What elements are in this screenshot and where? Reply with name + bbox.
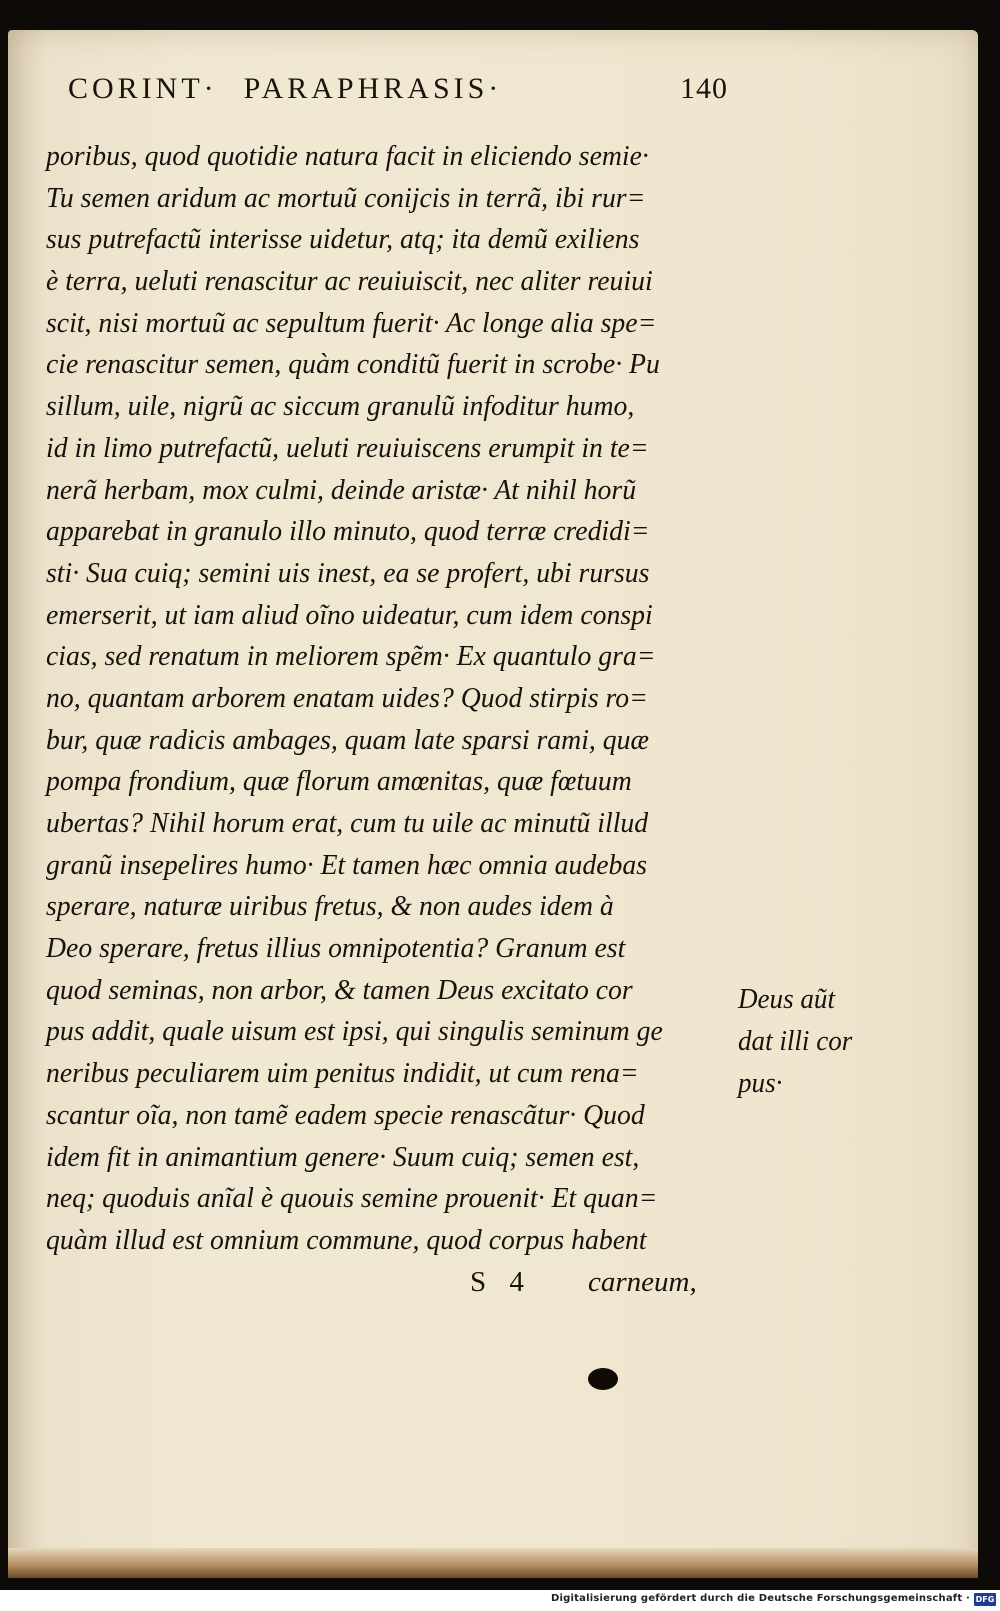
funding-credit: Digitalisierung gefördert durch die Deutsche Forschungsgemeinschaft · [551, 1593, 970, 1604]
text-line: cie renascitur semen, quàm conditũ fuerit in scrobe· Pu [46, 348, 660, 381]
marginal-note [738, 978, 888, 1104]
text-line: pompa frondium, quæ florum amœnitas, quæ fœtuum [46, 765, 632, 798]
page-edge [8, 1548, 978, 1578]
signature-mark: S 4 [470, 1266, 532, 1298]
text-line: ubertas? Nihil horum erat, cum tu uile ac minutũ illud [46, 807, 649, 839]
text-line: idem fit in animantium genere· Suum cuiq; semen est, [46, 1140, 640, 1173]
text-line: emerserit, ut iam aliud oĩno uideatur, cum idem conspi [46, 598, 653, 631]
ink-blot [588, 1368, 618, 1390]
text-line: sti· Sua cuiq; semini uis inest, ea se profert, ubi rursus [46, 556, 650, 589]
text-line: sperare, naturæ uiribus fretus, & non audes idem à [46, 890, 614, 923]
text-line: bur, quæ radicis ambages, quam late sparsi rami, quæ [46, 723, 649, 756]
text-line: sus putrefactũ interisse uidetur, atq; ita demũ exiliens [46, 223, 640, 256]
text-line: id in limo putrefactũ, ueluti reuiuiscens erumpit in te= [46, 431, 649, 464]
text-line: scit, nisi mortuũ ac sepultum fuerit· Ac longe alia spe= [46, 306, 657, 339]
text-line: apparebat in granulo illo minuto, quod terræ credidi= [46, 515, 650, 548]
text-line: scantur oĩa, non tamẽ eadem specie renascãtur· Quod [46, 1098, 645, 1131]
marginal-note-line: dat illi cor [738, 1025, 853, 1057]
running-head-title: PARAPHRASIS· [243, 72, 503, 105]
running-head-left: CORINT· [68, 72, 218, 105]
page-number: 140 [680, 72, 728, 105]
text-line: granũ insepelires humo· Et tamen hæc omnia audebas [46, 848, 648, 881]
text-line: quàm illud est omnium commune, quod corpus habent [46, 1223, 647, 1256]
text-line: quod seminas, non arbor, & tamen Deus excitato cor [46, 973, 633, 1006]
text-line: no, quantam arborem enatam uides? Quod stirpis ro= [46, 681, 648, 714]
text-line: sillum, uile, nigrũ ac siccum granulũ infoditur humo, [46, 390, 635, 423]
catchword: carneum, [588, 1266, 697, 1298]
body-text [46, 136, 726, 1262]
dfg-logo: DFG [975, 1595, 995, 1604]
marginal-note-line: Deus aũt [738, 983, 835, 1015]
text-line: è terra, ueluti renascitur ac reuiuiscit, nec aliter reuiui [46, 265, 653, 298]
text-line: Tu semen aridum ac mortuũ conijcis in terrã, ibi rur= [46, 181, 646, 214]
text-line: poribus, quod quotidie natura facit in eliciendo semie· [46, 140, 649, 172]
text-line: pus addit, quale uisum est ipsi, qui singulis seminum ge [46, 1015, 663, 1048]
text-line: neribus peculiarem uim penitus indidit, ut cum rena= [46, 1057, 639, 1090]
text-line: neq; quoduis anĩal è quouis semine prouenit· Et quan= [46, 1182, 658, 1215]
marginal-note-line: pus· [738, 1067, 783, 1099]
text-line: cias, sed renatum in meliorem spẽm· Ex quantulo gra= [46, 640, 656, 673]
footer-bar [0, 1590, 1000, 1611]
running-head [68, 72, 728, 122]
text-line: nerã herbam, mox culmi, deinde aristæ· At nihil horũ [46, 473, 637, 506]
text-line: Deo sperare, fretus illius omnipotentia? Granum est [46, 932, 626, 965]
